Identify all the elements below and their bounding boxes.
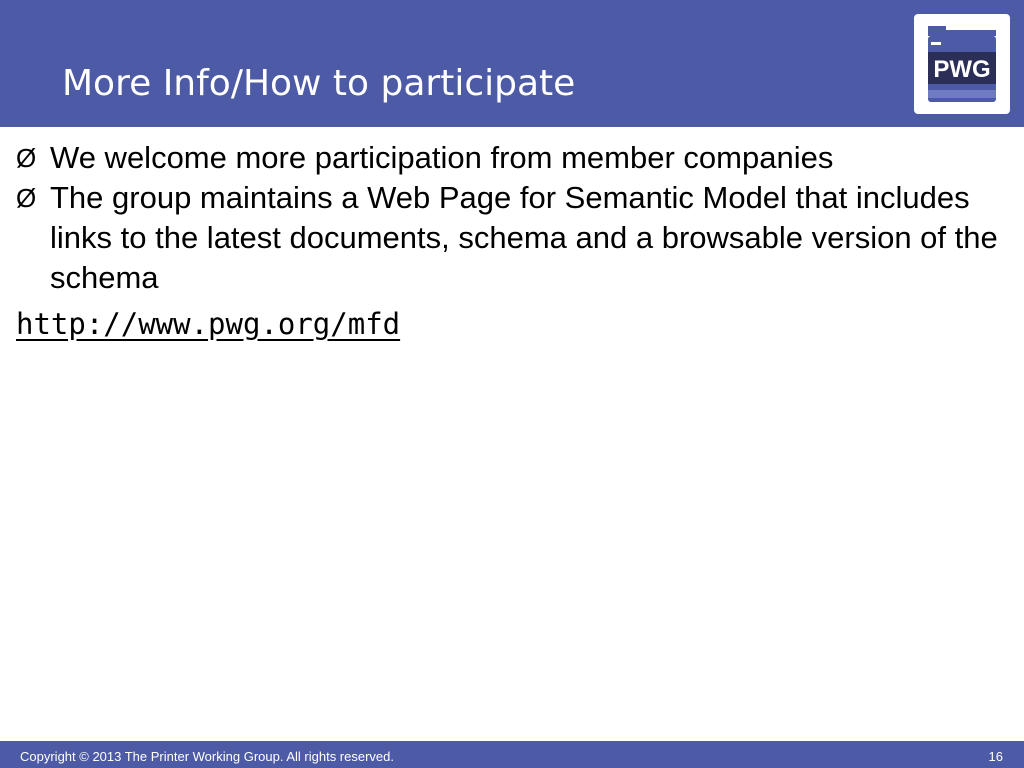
arrow-bullet-icon: Ø xyxy=(16,143,37,173)
arrow-bullet-icon: Ø xyxy=(16,183,37,213)
slide-title: More Info/How to participate xyxy=(62,63,576,104)
copyright-notice: Copyright © 2013 The Printer Working Group. All rights reserved. xyxy=(20,749,394,764)
bullet-item xyxy=(16,138,1006,178)
slide-body xyxy=(16,138,1006,344)
bullet-item xyxy=(16,178,1006,298)
pwg-logo-text: PWG xyxy=(933,56,991,83)
bullet-text: The group maintains a Web Page for Semantic Model that includes links to the latest documents, schema and a browsable version of the schema xyxy=(50,180,998,295)
bullet-text: We welcome more participation from member companies xyxy=(50,140,834,175)
mfd-web-page-link[interactable]: http://www.pwg.org/mfd xyxy=(16,307,401,341)
pwg-logo xyxy=(914,14,1010,114)
pwg-logo-icon xyxy=(914,14,1010,114)
footer-bar xyxy=(0,741,1024,768)
page-number: 16 xyxy=(988,749,1003,764)
title-bar xyxy=(0,0,1024,127)
